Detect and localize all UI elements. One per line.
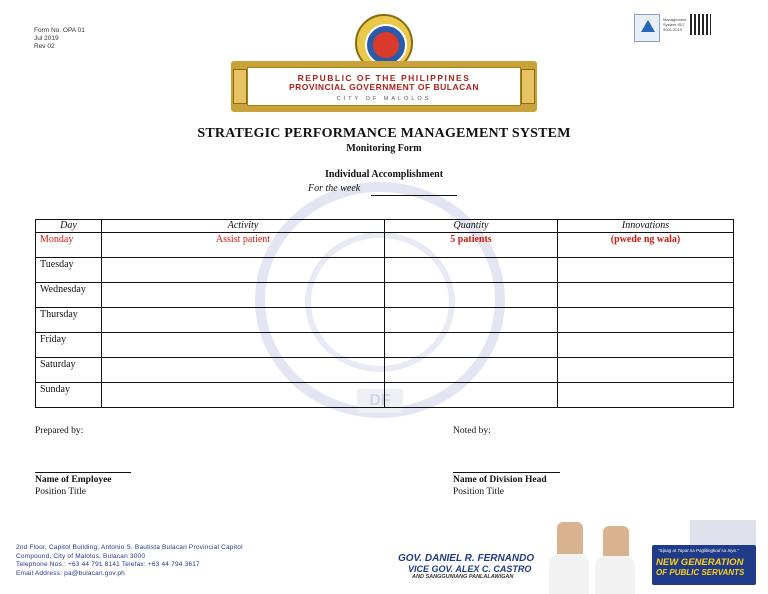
header-innovations: Innovations (558, 220, 734, 233)
cell-day: Wednesday (36, 283, 102, 308)
footer-phone: Telephone Nos.: +63 44 791 8141 Telefax: +63 44 794 3617 (16, 561, 200, 568)
cell-innovations[interactable]: (pwede ng wala) (558, 233, 734, 258)
iso-text: Management System ISO 9001:2015 (663, 17, 687, 32)
cell-activity[interactable]: Assist patient (102, 233, 385, 258)
banner-provincial-government: PROVINCIAL GOVERNMENT OF BULACAN (288, 82, 480, 92)
tuv-logo-icon (634, 14, 660, 42)
sangguniang-label: AND SANGGUNIANG PANLALAWIGAN (412, 574, 514, 580)
prepared-by-label: Prepared by: (35, 426, 84, 436)
page-subtitle: Monitoring Form (346, 143, 422, 154)
section-title: Individual Accomplishment (324, 169, 444, 180)
employee-signature-line[interactable] (35, 472, 131, 473)
employee-position: Position Title (35, 487, 86, 497)
table-row (36, 308, 734, 333)
form-code (34, 27, 85, 51)
governor-name: GOV. DANIEL R. FERNANDO (398, 553, 535, 564)
ngps-line2: OF PUBLIC SERVANTS (656, 568, 745, 577)
cell-quantity[interactable] (385, 358, 558, 383)
cell-innovations[interactable] (558, 283, 734, 308)
watermark-df: DF (357, 389, 403, 413)
cell-innovations[interactable] (558, 333, 734, 358)
header-activity: Activity (102, 220, 385, 233)
cell-activity[interactable] (102, 308, 385, 333)
new-generation-banner (652, 545, 756, 585)
cell-innovations[interactable] (558, 383, 734, 408)
table-row (36, 383, 734, 408)
cell-activity[interactable] (102, 283, 385, 308)
cell-activity[interactable] (102, 258, 385, 283)
week-label: For the week (308, 183, 361, 194)
cell-day: Monday (36, 233, 102, 258)
header-quantity: Quantity (385, 220, 558, 233)
division-head-name: Name of Division Head (453, 475, 547, 485)
cell-quantity[interactable]: 5 patients (385, 233, 558, 258)
footer-address-line2: Compound, City of Malolos, Bulacan 3000 (16, 552, 146, 560)
form-number: Form No. OPA 01 (34, 27, 85, 34)
form-revision: Rev 02 (34, 43, 55, 50)
cell-quantity[interactable] (385, 383, 558, 408)
cell-innovations[interactable] (558, 308, 734, 333)
cell-activity[interactable] (102, 358, 385, 383)
header-banner (231, 61, 537, 112)
qr-code-icon (690, 14, 711, 35)
header-day: Day (36, 220, 102, 233)
cell-day: Thursday (36, 308, 102, 333)
vice-governor-photo (595, 526, 635, 594)
cell-day: Saturday (36, 358, 102, 383)
cell-quantity[interactable] (385, 258, 558, 283)
table-row (36, 283, 734, 308)
table-row (36, 333, 734, 358)
iso-certification-badge (634, 14, 712, 44)
form-date: Jul 2019 (34, 35, 59, 42)
vice-governor-name: VICE GOV. ALEX C. CASTRO (408, 564, 532, 574)
cell-day: Tuesday (36, 258, 102, 283)
cell-activity[interactable] (102, 383, 385, 408)
banner-republic: REPUBLIC OF THE PHILIPPINES (297, 73, 471, 83)
cell-quantity[interactable] (385, 283, 558, 308)
table-header-row (36, 220, 734, 233)
head-signature-line[interactable] (453, 472, 560, 473)
week-input-line[interactable] (371, 195, 457, 196)
ngps-line1: NEW GENERATION (656, 557, 744, 568)
banner-city: CITY OF MALOLOS (336, 96, 432, 102)
officials-block (398, 553, 534, 580)
page-title: STRATEGIC PERFORMANCE MANAGEMENT SYSTEM (197, 126, 571, 141)
table-row (36, 258, 734, 283)
cell-day: Sunday (36, 383, 102, 408)
accomplishment-table (35, 219, 734, 408)
cell-innovations[interactable] (558, 358, 734, 383)
division-head-position: Position Title (453, 487, 504, 497)
employee-name: Name of Employee (35, 475, 112, 485)
cell-innovations[interactable] (558, 258, 734, 283)
capitol-building-image (690, 520, 756, 548)
cell-quantity[interactable] (385, 308, 558, 333)
governor-photo (549, 522, 589, 594)
cell-quantity[interactable] (385, 333, 558, 358)
footer-email: Email Address: pa@bulacan.gov.ph (16, 569, 125, 577)
ngps-tagline: "Sipag at Tapat na Paglilingkod sa Inyo." (658, 548, 739, 553)
table-row (36, 233, 734, 258)
footer-address-line1: 2nd Floor, Capitol Building, Antonio S. Bautista Bulacan Provincial Capitol (16, 544, 243, 551)
table-row (36, 358, 734, 383)
footer-address (16, 544, 243, 578)
cell-day: Friday (36, 333, 102, 358)
noted-by-label: Noted by: (453, 426, 491, 436)
cell-activity[interactable] (102, 333, 385, 358)
